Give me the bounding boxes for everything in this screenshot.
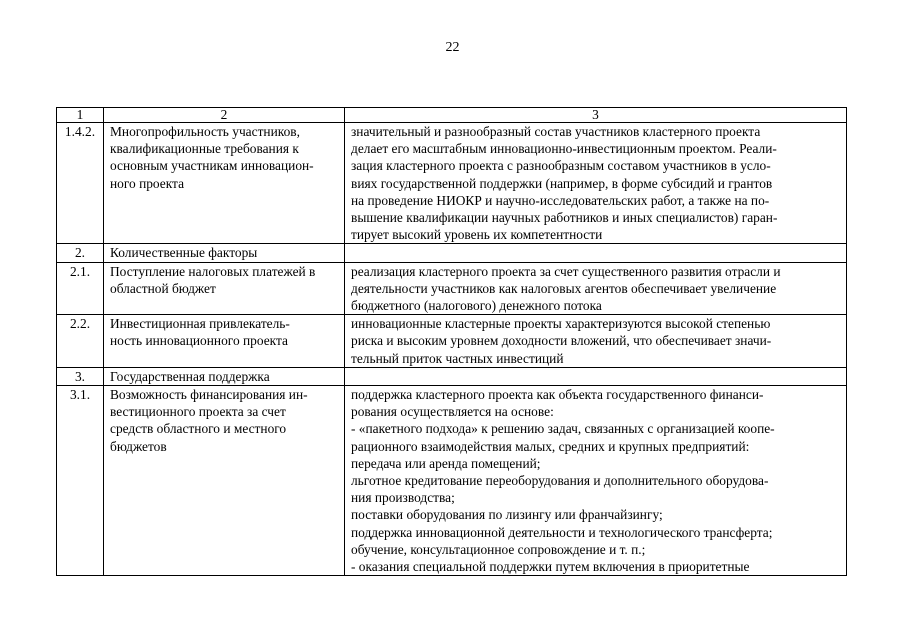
row-number: 1.4.2.: [57, 123, 104, 244]
table-row: [57, 315, 847, 368]
text-line: зация кластерного проекта с разнообразным составом участников в усло-: [351, 158, 771, 174]
row-criterion: [104, 315, 345, 368]
text-line: инновационные кластерные проекты характеризуются высокой степенью: [351, 316, 771, 332]
row-number: 3.1.: [57, 386, 104, 576]
text-line: значительный и разнообразный состав участников кластерного проекта: [351, 124, 761, 139]
text-line: делает его масштабным инновационно-инвестиционным проектом. Реали-: [351, 141, 777, 157]
text-line: передача или аренда помещений;: [351, 455, 541, 471]
text-line: - оказания специальной поддержки путем включения в приоритетные: [351, 559, 750, 575]
table-row: [57, 123, 847, 244]
section-number: 2.: [57, 244, 104, 262]
text-line: льготное кредитование переоборудования и дополнительного оборудова-: [351, 473, 769, 489]
text-line: средств областного и местного: [110, 421, 287, 437]
text-line: рационного взаимодействия малых, средних и крупных предприятий:: [351, 438, 750, 454]
section-title: Количественные факторы: [104, 244, 345, 262]
header-col-3: 3: [345, 108, 847, 123]
text-line: тельный приток частных инвестиций: [351, 350, 564, 366]
text-line: на проведение НИОКР и научно-исследовательских работ, а также на по-: [351, 192, 770, 208]
section-empty-cell: [345, 244, 847, 262]
section-number: 3.: [57, 367, 104, 385]
section-empty-cell: [345, 367, 847, 385]
row-number: 2.2.: [57, 315, 104, 368]
section-row: [57, 367, 847, 385]
text-line: тирует высокий уровень их компетентности: [351, 227, 603, 243]
row-description: [345, 123, 847, 244]
table-row: [57, 386, 847, 576]
row-number: 2.1.: [57, 262, 104, 315]
text-line: - «пакетного подхода» к решению задач, связанных с организацией коопе-: [351, 421, 775, 437]
data-table: [56, 107, 847, 576]
table-header-row: [57, 108, 847, 123]
text-line: рования осуществляется на основе:: [351, 404, 554, 420]
text-line: поставки оборудования по лизингу или франчайзингу;: [351, 507, 663, 523]
text-line: основным участникам инновацион-: [110, 158, 314, 174]
text-line: Поступление налоговых платежей в: [110, 263, 316, 279]
text-line: вестиционного проекта за счет: [110, 404, 286, 420]
text-line: бюджетного (налогового) денежного потока: [351, 298, 602, 314]
text-line: обучение, консультационное сопровождение и т. п.;: [351, 541, 646, 557]
text-line: вышение квалификации научных работников и иных специалистов) гаран-: [351, 210, 778, 226]
page-number: 22: [445, 40, 460, 55]
row-description: [345, 262, 847, 315]
row-description: [345, 315, 847, 368]
text-line: риска и высоким уровнем доходности вложений, что обеспечивает значи-: [351, 333, 772, 349]
row-criterion: [104, 386, 345, 576]
text-line: бюджетов: [110, 438, 167, 454]
text-line: ния производства;: [351, 490, 455, 506]
section-title: Государственная поддержка: [104, 367, 345, 385]
header-col-2: 2: [104, 108, 345, 123]
text-line: реализация кластерного проекта за счет существенного развития отрасли и: [351, 263, 781, 279]
text-line: Инвестиционная привлекатель-: [110, 316, 290, 332]
text-line: ность инновационного проекта: [110, 333, 288, 349]
header-col-1: 1: [57, 108, 104, 123]
section-row: [57, 244, 847, 262]
text-line: ного проекта: [110, 175, 185, 191]
text-line: квалификационные требования к: [110, 141, 299, 157]
table-row: [57, 262, 847, 315]
row-criterion: [104, 262, 345, 315]
text-line: виях государственной поддержки (например, в форме субсидий и грантов: [351, 175, 773, 191]
text-line: поддержка кластерного проекта как объекта государственного финанси-: [351, 387, 764, 403]
text-line: Многопрофильность участников,: [110, 124, 300, 139]
row-description: [345, 386, 847, 576]
text-line: Возможность финансирования ин-: [110, 387, 308, 403]
text-line: деятельности участников как налоговых агентов обеспечивает увеличение: [351, 280, 777, 296]
text-line: областной бюджет: [110, 280, 216, 296]
text-line: поддержка инновационной деятельности и технологического трансферта;: [351, 524, 773, 540]
row-criterion: [104, 123, 345, 244]
